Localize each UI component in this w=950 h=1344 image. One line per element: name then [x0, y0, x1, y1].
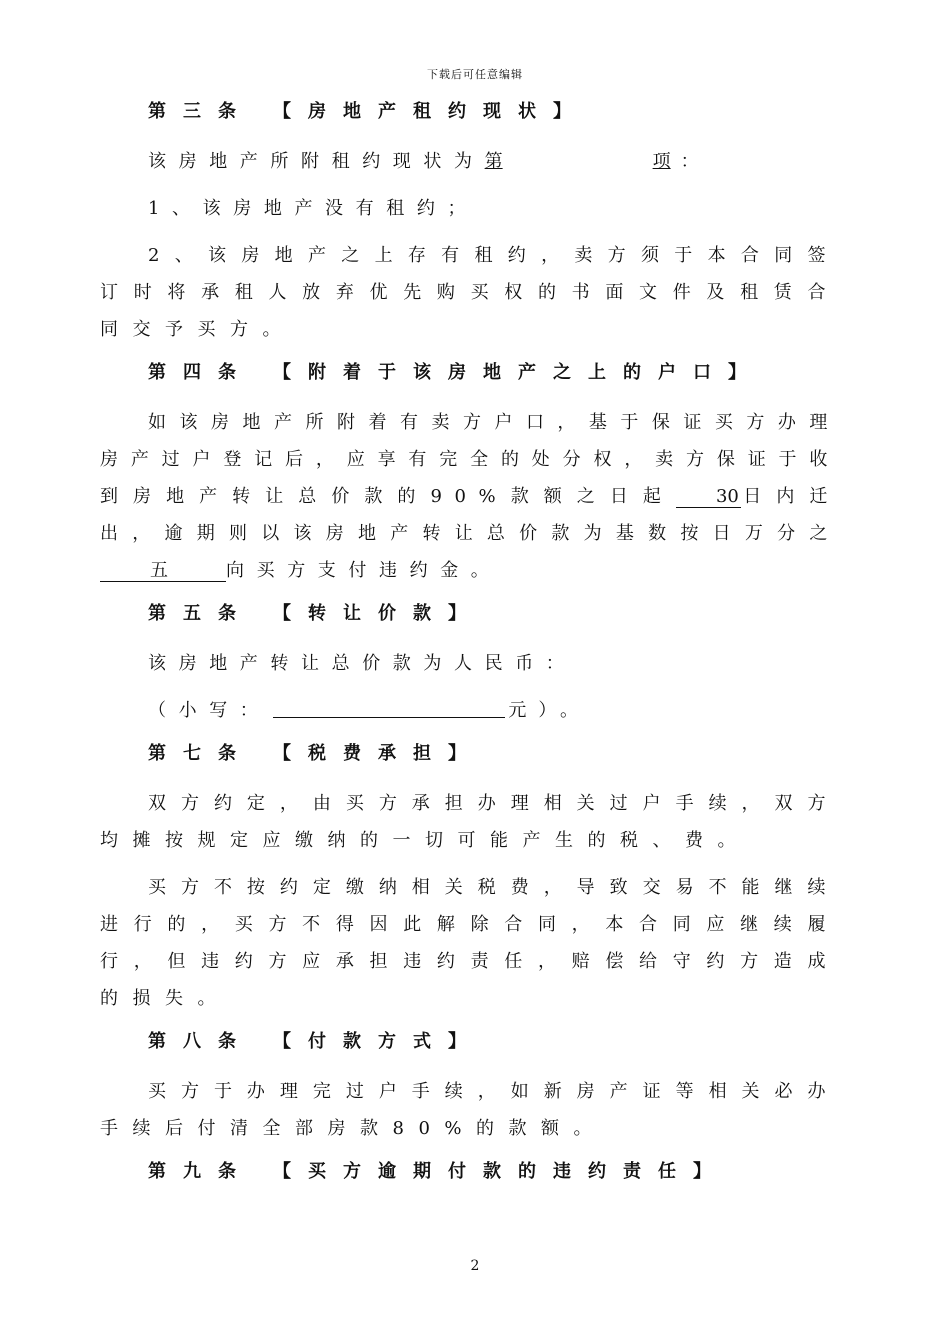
article-title: 第三条: [148, 101, 253, 122]
article-5-body: 该房地产转让总价款为人民币：: [148, 653, 577, 674]
article-title: 第九条: [148, 1161, 253, 1182]
article-9-heading: [100, 1157, 840, 1203]
article-subject: 【付款方式】: [273, 1031, 483, 1052]
article-title: 第四条: [148, 362, 253, 383]
item-suffix: 项: [652, 151, 671, 172]
article-title: 第五条: [148, 603, 253, 624]
page-header: 下载后可任意编辑: [427, 68, 523, 81]
intro-end: ：: [680, 151, 712, 172]
body-text: 如该房地产所附着有卖方户口，基于保证买方办理房产过户登记后，应享有完全的处分权，卖方保证于收到房地产转让总价款的90%款额之日起: [100, 412, 840, 507]
article-title: 第七条: [148, 743, 253, 764]
article-3-heading: [100, 97, 840, 143]
rate-value: 五: [150, 560, 168, 581]
days-value: 30: [715, 486, 739, 507]
article-subject: 【税费承担】: [273, 743, 483, 764]
days-field: [676, 486, 741, 508]
article-8-body: 买方于办理完过户手续，如新房产证等相关必办手续后付清全部房款80%的款额。: [100, 1081, 840, 1139]
page-number: 2: [470, 1258, 480, 1274]
amount-unit: 元: [508, 700, 527, 721]
intro-text: 该房地产所附租约现状为: [148, 151, 485, 172]
article-subject: 【买方逾期付款的违约责任】: [273, 1161, 728, 1182]
rate-field: [100, 560, 226, 582]
document-body: [100, 97, 840, 1203]
article-7-paragraph-1: 双方约定，由买方承担办理相关过户手续，双方均摊按规定应缴纳的一切可能产生的税、费。: [100, 793, 840, 851]
article-7-paragraph-2: 买方不按约定缴纳相关税费，导致交易不能继续进行的，买方不得因此解除合同，本合同应继续履行，但违约方应承担违约责任，赔偿给守约方造成的损失。: [100, 877, 840, 1009]
amount-label: （小写：: [148, 700, 271, 721]
article-3-item-2: 2、该房地产之上存有租约，卖方须于本合同签订时将承租人放弃优先购买权的书面文件及租赁合同交予买方。: [100, 245, 840, 340]
article-4-heading: [100, 358, 840, 404]
item-number-field: [485, 151, 681, 172]
body-text: 日内迁出，逾期则以该房地产转让总价款为基数按日万分之: [100, 486, 840, 544]
article-subject: 【转让价款】: [273, 603, 483, 624]
article-3-item-1: 1、该房地产没有租约；: [148, 198, 479, 219]
item-prefix: 第: [484, 151, 503, 172]
body-text: 向买方支付违约金。: [226, 560, 502, 581]
article-subject: 【房地产租约现状】: [273, 101, 588, 122]
amount-blank: [273, 695, 505, 718]
article-title: 第八条: [148, 1031, 253, 1052]
article-5-heading: [100, 599, 840, 645]
article-5-amount: [100, 692, 840, 739]
article-4-body: [100, 404, 840, 589]
article-3-intro: [100, 143, 840, 190]
article-8-heading: [100, 1027, 840, 1073]
amount-end: ）。: [538, 700, 591, 721]
article-subject: 【附着于该房地产之上的户口】: [273, 362, 763, 383]
article-7-heading: [100, 739, 840, 785]
